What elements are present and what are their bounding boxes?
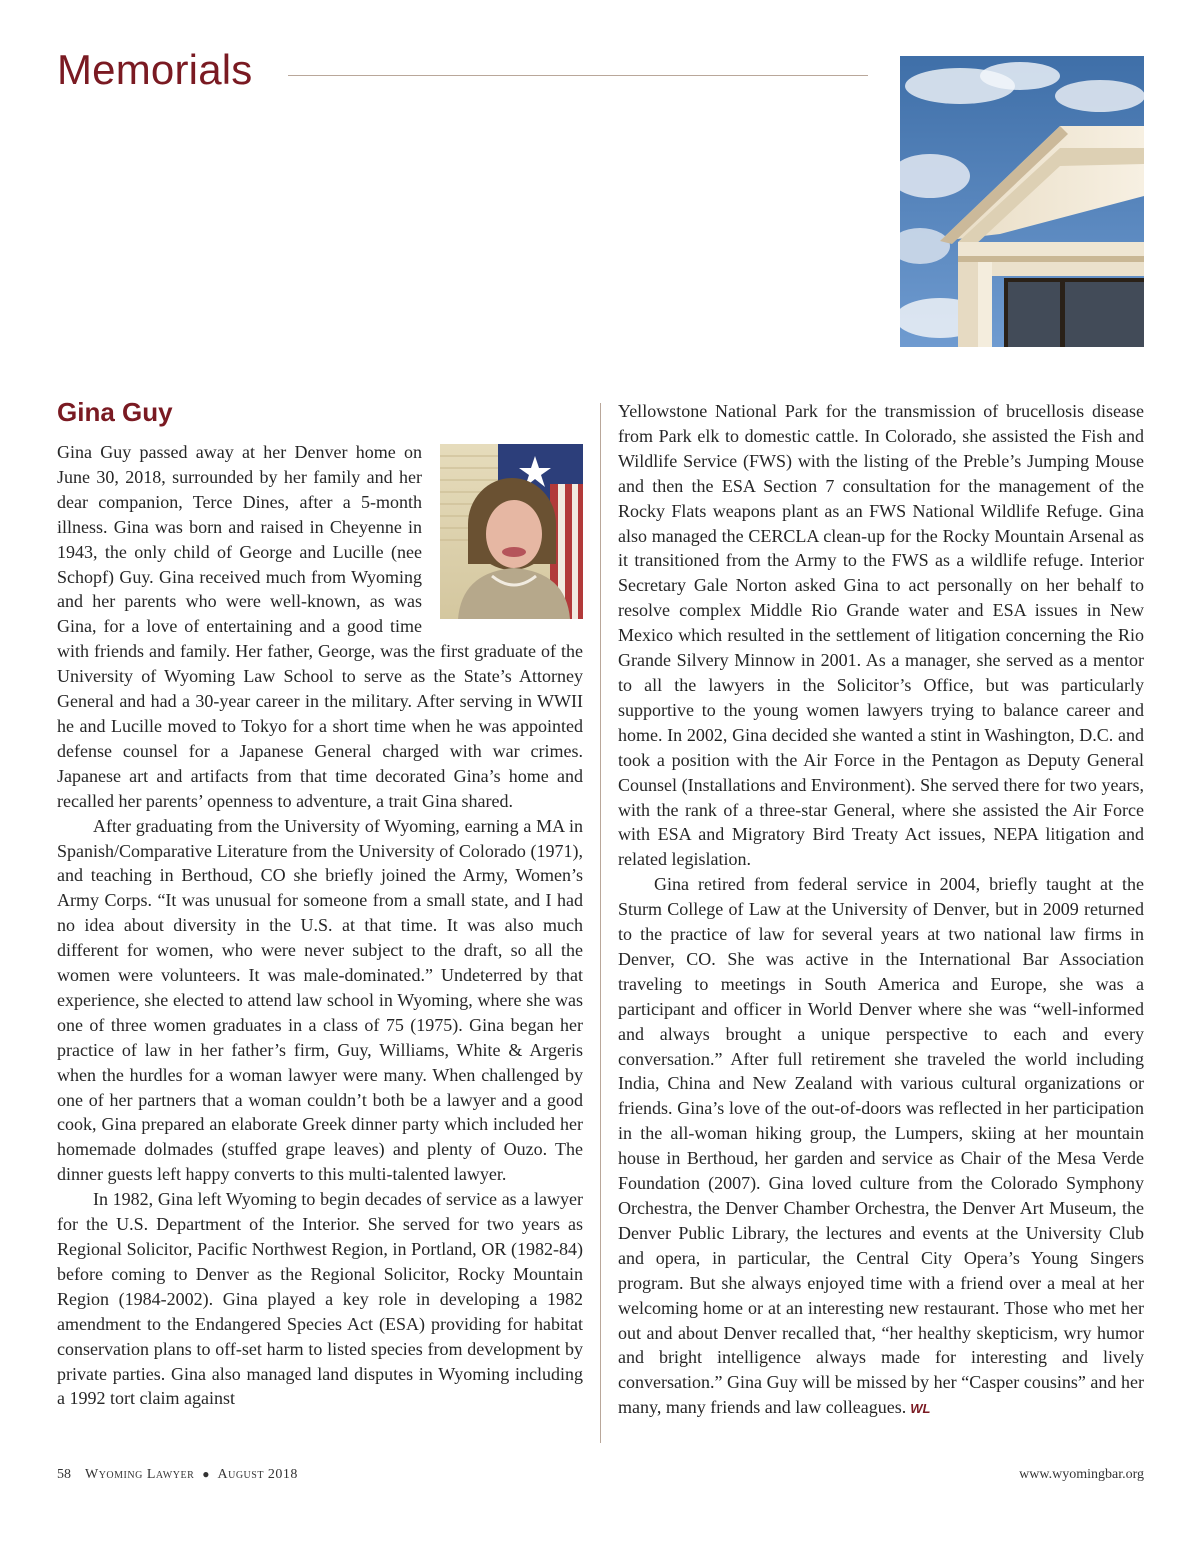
article-paragraph-1: Gina Guy passed away at her Denver home on June 30, 2018, surrounded by her family and her dear companion, Terce Dines, after a 5-month illness. Gina was born and raised in Cheyenne in 1943, the only child of George and Lucille (nee Schopf) Guy. Gina received much from Wyoming and her parents who were well-known, as was Gina, for a love of entertaining and a good time with friends and family. Her father, George, was the first graduate of the University of Wyoming Law School to serve as the State’s Attorney General and had a 30-year career in the military. After serving in WWII he and Lucille moved to Tokyo for a short time when he was appointed defense counsel for a Japanese General charged with war crimes. Japanese art and artifacts from that time decorated Gina’s home and recalled her parents’ openness to adventure, a trait Gina shared. [57,442,583,811]
column-divider [600,403,601,1443]
section-title: Memorials [57,46,253,93]
website-url: www.wyomingbar.org [1019,1467,1144,1482]
article-column-left [57,440,583,1411]
article-paragraph-4-text: Gina retired from federal service in 2004, briefly taught at the Sturm College of Law at the University of Denver, but in 2009 returned to the practice of law for several years at two national law firms in Denver, CO. She was active in the International Bar Association traveling to meetings in South America and Europe, she was a participant and officer in World Denver where she was “well-informed and always brought a unique perspective to each and every conversation.” After full retirement she traveled the world including India, China and New Zealand with various cultural organizations or friends. Gina’s love of the out-of-doors was reflected in her participation in the all-woman hiking group, the Lumpers, skiing at her mountain house in Berthoud, her garden and service as Chair of the Mesa Verde Foundation (2007). Gina loved culture from the Colorado Symphony Orchestra, the Denver Chamber Orchestra, the Denver Art Museum, the Denver Public Library, the lectures and events at the University Club and opera, in particular, the Central City Opera’s Young Singers program. But she always enjoyed time with a friend over a meal at her welcoming home or at an interesting new restaurant. Those who met her out and about Denver recalled that, “her healthy skepticism, wry humor and bright intelligence always made for interesting and lively conversation.” Gina Guy will be missed by her “Casper cousins” and her many, many friends and law colleagues. [618,874,1144,1418]
footer-left [57,1467,298,1483]
article-paragraph-2: After graduating from the University of Wyoming, earning a MA in Spanish/Comparative Literature from the University of Colorado (1971), and teaching in Berthoud, CO she briefly joined the Army, Women’s Army Corps. “It was unusual for someone from a small state, and I had no idea about diversity in the U.S. at that time. It was also much different for women, who were never subject to the draft, so all the women were volunteers. It was male-dominated.” Undeterred by that experience, she elected to attend law school in Wyoming, where she was one of three women graduates in a class of 75 (1975). Gina began her practice of law in her father’s firm, Guy, Williams, White & Argeris when the hurdles for a woman lawyer were many. When challenged by one of her partners that a woman couldn’t both be a lawyer and a good cook, Gina prepared an elaborate Greek dinner party which included her homemade dolmades (stuffed grape leaves) and plenty of Ouzo. The dinner guests left happy converts to this multi-talented lawyer. [57,815,583,1185]
page-number: 58 [57,1467,71,1482]
courthouse-pediment-photo [900,56,1144,347]
portrait-photo [440,444,583,619]
page-footer [57,1467,1144,1487]
article-paragraph-3-start: In 1982, Gina left Wyoming to begin decades of service as a lawyer for the U.S. Department of the Interior. She served for two years as Regional Solicitor, Pacific Northwest Region, in Portland, OR (1982-84) before coming to Denver as the Regional Solicitor, Rocky Mountain Region (1984-2002). Gina played a key role in developing a 1982 amendment to the Endangered Species Act (ESA) providing for habitat conservation plans to off-set harm to listed species from development by private parties. Gina also managed land disputes in Wyoming including a 1992 tort claim against [57,1189,583,1409]
wl-signature: WL [910,1401,931,1417]
article-column-right [618,399,1144,1422]
article-title: Gina Guy [57,397,173,427]
title-rule [288,75,868,76]
publication-name: Wyoming Lawyer [85,1467,195,1482]
issue-date: August 2018 [217,1467,298,1482]
article-paragraph-4 [618,872,1144,1422]
bullet-icon: ● [202,1467,210,1481]
article-paragraph-3-continued: Yellowstone National Park for the transmission of brucellosis disease from Park elk to domestic cattle. In Colorado, she assisted the Fish and Wildlife Service (FWS) with the listing of the Preble’s Jumping Mouse and then the ESA Section 7 consultation for the management of the Rocky Flats weapons plant as an FWS National Wildlife Refuge. Gina also managed the CERCLA clean-up for the Rocky Mountain Arsenal as it transitioned from the Army to the FWS as a wildlife refuge. Interior Secretary Gale Norton asked Gina to act personally on her behalf to resolve complex Middle Rio Grande water and ESA issues in New Mexico which resulted in the settlement of litigation concerning the Rio Grande Silvery Minnow in 2001. As a manager, she served as a mentor to all the lawyers in the Solicitor’s Office, but was particularly supportive to the young women lawyers trying to balance career and home. In 2002, Gina decided she wanted a stint in Washington, D.C. and took a position with the Air Force in the Pentagon as Deputy General Counsel (Installations and Environment). She served there for two years, with the rank of a three-star General, where she assisted the Air Force with ESA and Migratory Bird Treaty Act issues, NEPA litigation and related legislation. [618,401,1144,870]
